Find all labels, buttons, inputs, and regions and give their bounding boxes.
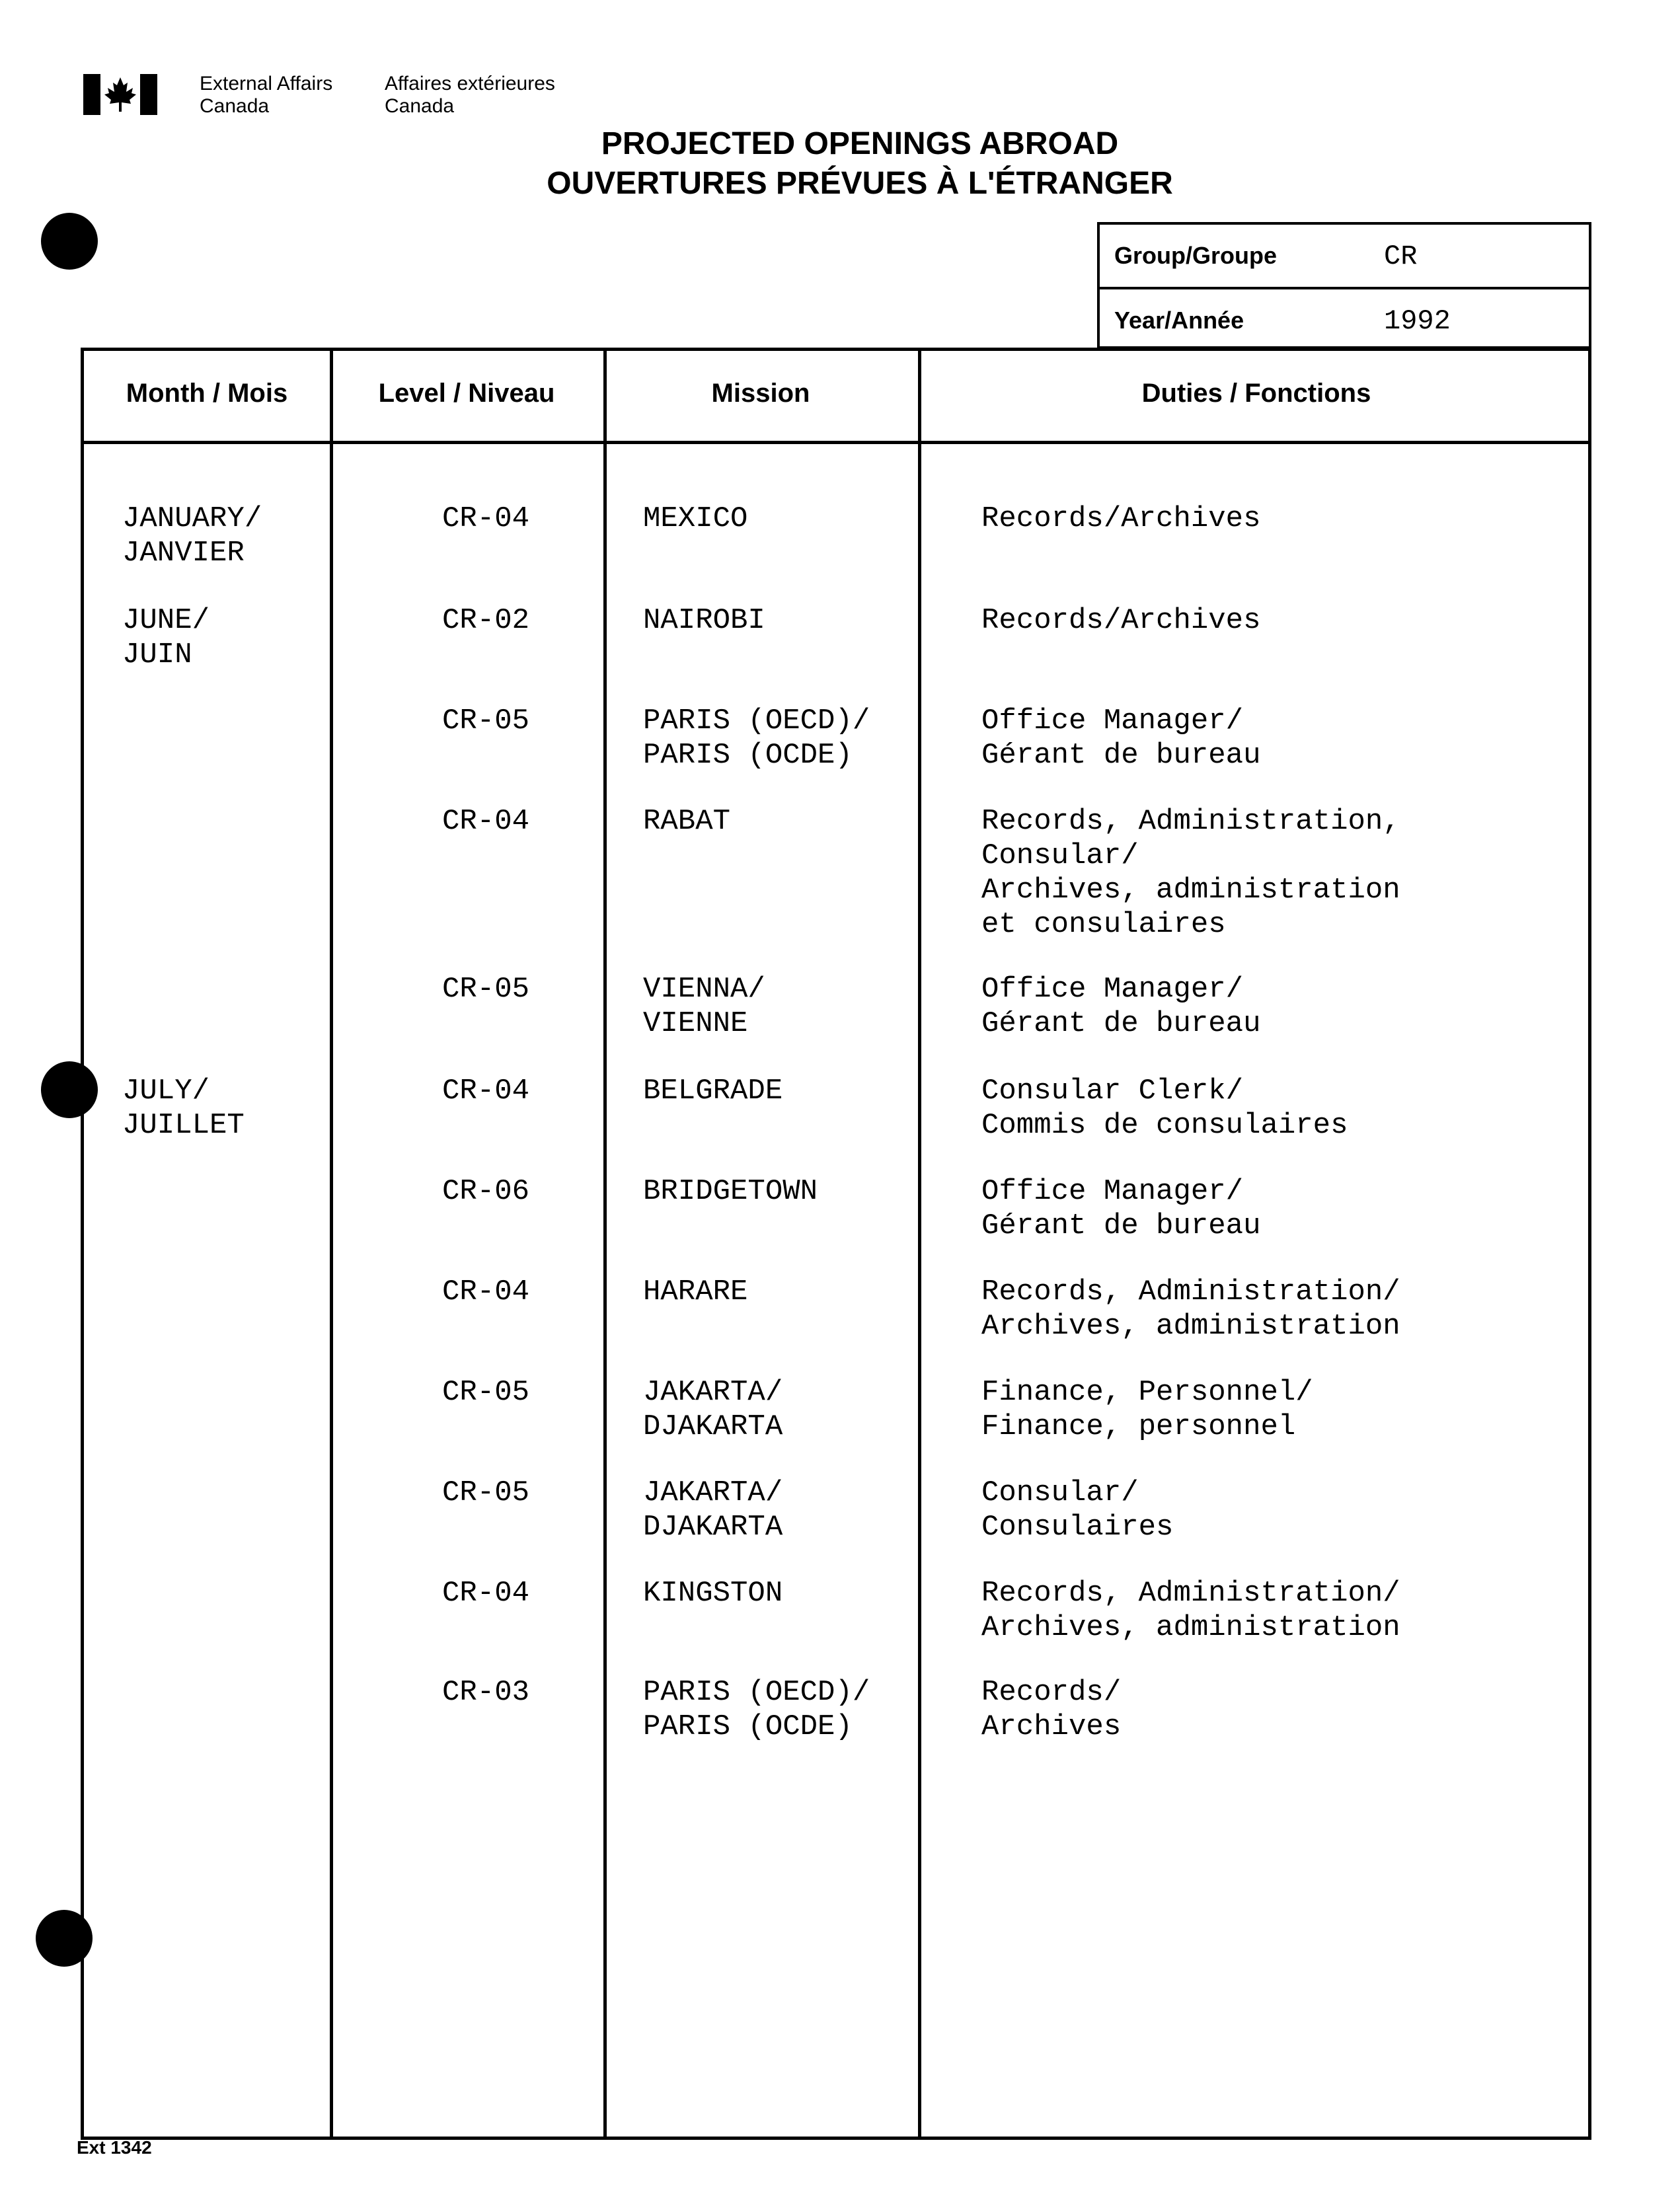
cell-mission: MEXICO [643, 502, 748, 535]
cell-mission: BRIDGETOWN [643, 1175, 818, 1208]
cell-duties: Records/Archives [981, 604, 1261, 637]
year-row [1100, 287, 1589, 352]
cell-duties: Records/ Archives [981, 1676, 1122, 1743]
maple-leaf-icon [100, 74, 140, 115]
column-header-month: Month / Mois [126, 379, 288, 408]
cell-duties: Consular/ Consulaires [981, 1476, 1174, 1544]
page-title-en: PROJECTED OPENINGS ABROAD [601, 126, 1119, 161]
column-divider [603, 351, 607, 2137]
column-divider [918, 351, 921, 2137]
cell-level: CR-04 [442, 1275, 530, 1308]
cell-duties: Records, Administration, Consular/ Archives, administration et consulaires [981, 805, 1400, 941]
cell-duties: Office Manager/ Gérant de bureau [981, 1175, 1261, 1242]
cell-duties: Records, Administration/ Archives, administration [981, 1275, 1400, 1343]
group-value: CR [1384, 241, 1418, 272]
cell-level: CR-04 [442, 502, 530, 535]
cell-mission: HARARE [643, 1275, 748, 1308]
cell-mission: PARIS (OECD)/ PARIS (OCDE) [643, 704, 870, 772]
cell-month: JUNE/ JUIN [122, 604, 210, 671]
cell-level: CR-06 [442, 1175, 530, 1208]
column-header-level: Level / Niveau [378, 379, 555, 408]
cell-level: CR-05 [442, 1476, 530, 1509]
group-label: Group/Groupe [1114, 242, 1277, 269]
department-name-en: External Affairs Canada [200, 73, 333, 117]
cell-level: CR-05 [442, 1376, 530, 1409]
cell-level: CR-04 [442, 805, 530, 838]
column-header-mission: Mission [711, 379, 810, 408]
canada-flag-logo [83, 74, 157, 115]
cell-level: CR-03 [442, 1676, 530, 1709]
cell-month: JULY/ JUILLET [122, 1075, 245, 1142]
form-number: Ext 1342 [77, 2137, 152, 2158]
cell-mission: NAIROBI [643, 604, 765, 637]
cell-mission: RABAT [643, 805, 731, 838]
cell-mission: JAKARTA/ DJAKARTA [643, 1476, 783, 1544]
column-divider [330, 351, 333, 2137]
cell-duties: Office Manager/ Gérant de bureau [981, 704, 1261, 772]
column-header-duties: Duties / Fonctions [1141, 379, 1371, 408]
cell-mission: BELGRADE [643, 1075, 783, 1108]
cell-duties: Records, Administration/ Archives, administration [981, 1577, 1400, 1644]
department-name-fr: Affaires extérieures Canada [385, 73, 555, 117]
cell-duties: Office Manager/ Gérant de bureau [981, 973, 1261, 1040]
group-row [1100, 225, 1589, 287]
cell-mission: KINGSTON [643, 1577, 783, 1610]
page-title-fr: OUVERTURES PRÉVUES À L'ÉTRANGER [547, 166, 1173, 201]
cell-level: CR-04 [442, 1075, 530, 1108]
year-label: Year/Année [1114, 307, 1244, 334]
punch-hole [41, 213, 98, 270]
cell-mission: JAKARTA/ DJAKARTA [643, 1376, 783, 1443]
cell-duties: Consular Clerk/ Commis de consulaires [981, 1075, 1348, 1142]
cell-level: CR-04 [442, 1577, 530, 1610]
cell-level: CR-05 [442, 973, 530, 1006]
cell-mission: PARIS (OECD)/ PARIS (OCDE) [643, 1676, 870, 1743]
cell-level: CR-02 [442, 604, 530, 637]
cell-duties: Records/Archives [981, 502, 1261, 535]
cell-mission: VIENNA/ VIENNE [643, 973, 765, 1040]
group-year-box [1097, 222, 1591, 349]
cell-duties: Finance, Personnel/ Finance, personnel [981, 1376, 1313, 1443]
cell-month: JANUARY/ JANVIER [122, 502, 262, 570]
header-divider [84, 441, 1588, 444]
openings-table [81, 348, 1591, 2140]
cell-level: CR-05 [442, 704, 530, 738]
year-value: 1992 [1384, 305, 1451, 337]
